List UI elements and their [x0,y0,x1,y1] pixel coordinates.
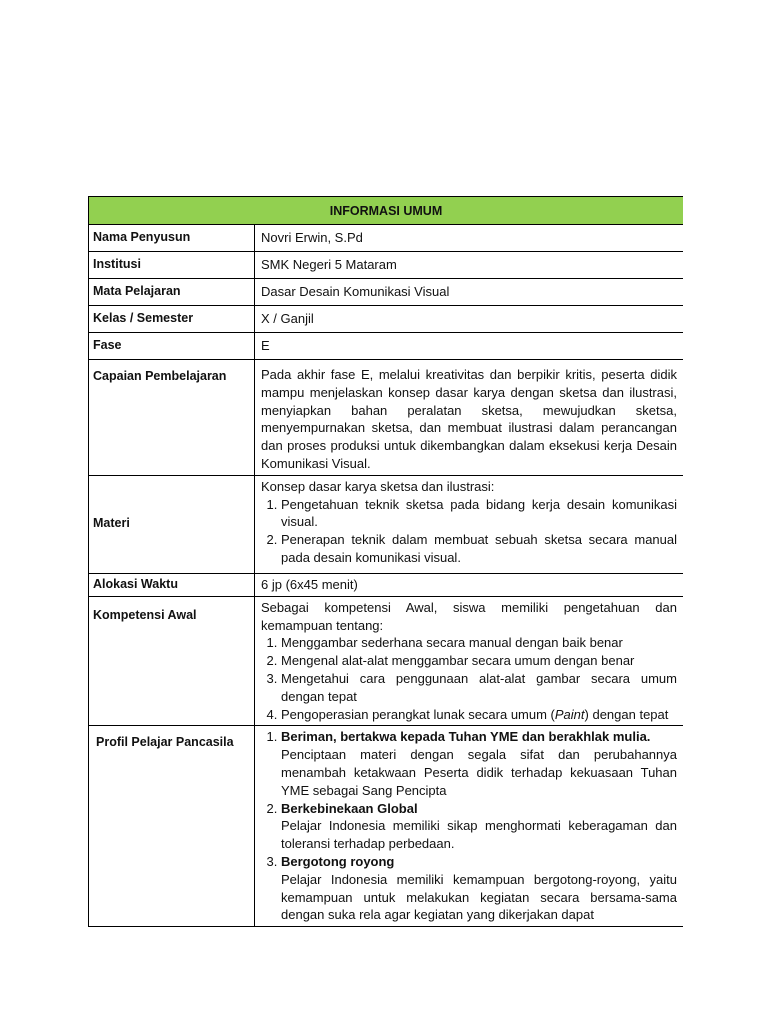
table-row [89,596,684,726]
row-label-mata-pelajaran: Mata Pelajaran [89,279,255,306]
row-label-profil-pelajar: Profil Pelajar Pancasila [89,726,255,927]
row-value-fase: E [255,333,684,360]
row-value-kelas-semester: X / Ganjil [255,306,684,333]
list-item: 1. Pengetahuan teknik sketsa pada bidang kerja desain komunikasi visual. [281,496,677,532]
table-row [89,306,684,333]
row-value-materi [255,475,684,573]
item4-text-before: Pengoperasian perangkat lunak secara umum ( [281,706,555,722]
table-row [89,573,684,596]
profil-item-desc: Pelajar Indonesia memiliki sikap menghormati keberagaman dan toleransi terhadap perbedaan. [281,818,677,852]
row-label-fase: Fase [89,333,255,360]
row-label-alokasi-waktu: Alokasi Waktu [89,573,255,596]
profil-item-title: 3. Bergotong royong [281,853,395,869]
profil-list [261,728,677,924]
list-item: 1. Menggambar sederhana secara manual dengan baik benar [281,634,677,652]
row-value-institusi: SMK Negeri 5 Mataram [255,252,684,279]
row-value-nama-penyusun: Novri Erwin, S.Pd [255,225,684,252]
list-item [281,853,677,924]
profil-item-title: 2. Berkebinekaan Global [281,800,418,816]
materi-list [261,496,677,567]
row-label-institusi: Institusi [89,252,255,279]
list-item [281,800,677,853]
table-row [89,225,684,252]
row-value-alokasi-waktu: 6 jp (6x45 menit) [255,573,684,596]
table-header: INFORMASI UMUM [89,197,684,225]
profil-item-desc: Pelajar Indonesia memiliki kemampuan bergotong-royong, yaitu kemampuan untuk melakukan kegiatan secara bersama-sama dengan suka rela agar kegiatan yang dikerjakan dapat [281,871,677,923]
list-item [281,728,677,799]
materi-intro: Konsep dasar karya sketsa dan ilustrasi: [261,478,495,494]
item4-text-after: ) dengan tepat [584,706,669,722]
kompetensi-list [261,634,677,723]
row-label-capaian: Capaian Pembelajaran [89,360,255,476]
list-item: 2. Penerapan teknik dalam membuat sebuah sketsa secara manual pada desain komunikasi visual. [281,531,677,567]
list-item: 2. Mengenal alat-alat menggambar secara umum dengan benar [281,652,677,670]
table-row [89,333,684,360]
row-value-capaian: Pada akhir fase E, melalui kreativitas dan berpikir kritis, peserta didik mampu menjelaskan konsep dasar karya dengan sketsa dan ilustrasi, menyiapkan bahan peralatan sketsa, mewujudkan sketsa, menyempurnakan sketsa, dan membuat ilustrasi dalam perancangan dan proses produksi untuk dikembangkan dalam eksekusi kerja Desain Komunikasi Visual. [255,360,684,476]
profil-item-title: 1. Beriman, bertakwa kepada Tuhan YME dan berakhlak mulia. [281,729,651,745]
kompetensi-intro: Sebagai kompetensi Awal, siswa memiliki pengetahuan dan kemampuan tentang: [261,599,677,633]
row-value-kompetensi-awal [255,596,684,726]
row-label-kompetensi-awal: Kompetensi Awal [89,596,255,726]
table-row [89,475,684,573]
informasi-umum-table [88,196,683,938]
table-row [89,252,684,279]
profil-item-desc: Penciptaan materi dengan segala sifat dan perubahannya menambah ketakwaan Peserta didik terhadap kekuasaan Tuhan YME sebagai Sang Pencipta [281,747,677,798]
row-label-materi: Materi [89,475,255,573]
row-label-nama-penyusun: Nama Penyusun [89,225,255,252]
table-row [89,279,684,306]
list-item: 3. Mengetahui cara penggunaan alat-alat gambar secara umum dengan tepat [281,670,677,706]
table-row [89,360,684,476]
row-label-kelas-semester: Kelas / Semester [89,306,255,333]
item4-text-italic: Paint [554,706,585,722]
row-value-mata-pelajaran: Dasar Desain Komunikasi Visual [255,279,684,306]
list-item [281,706,677,724]
row-value-profil-pelajar [255,726,684,927]
table-row [89,726,684,927]
